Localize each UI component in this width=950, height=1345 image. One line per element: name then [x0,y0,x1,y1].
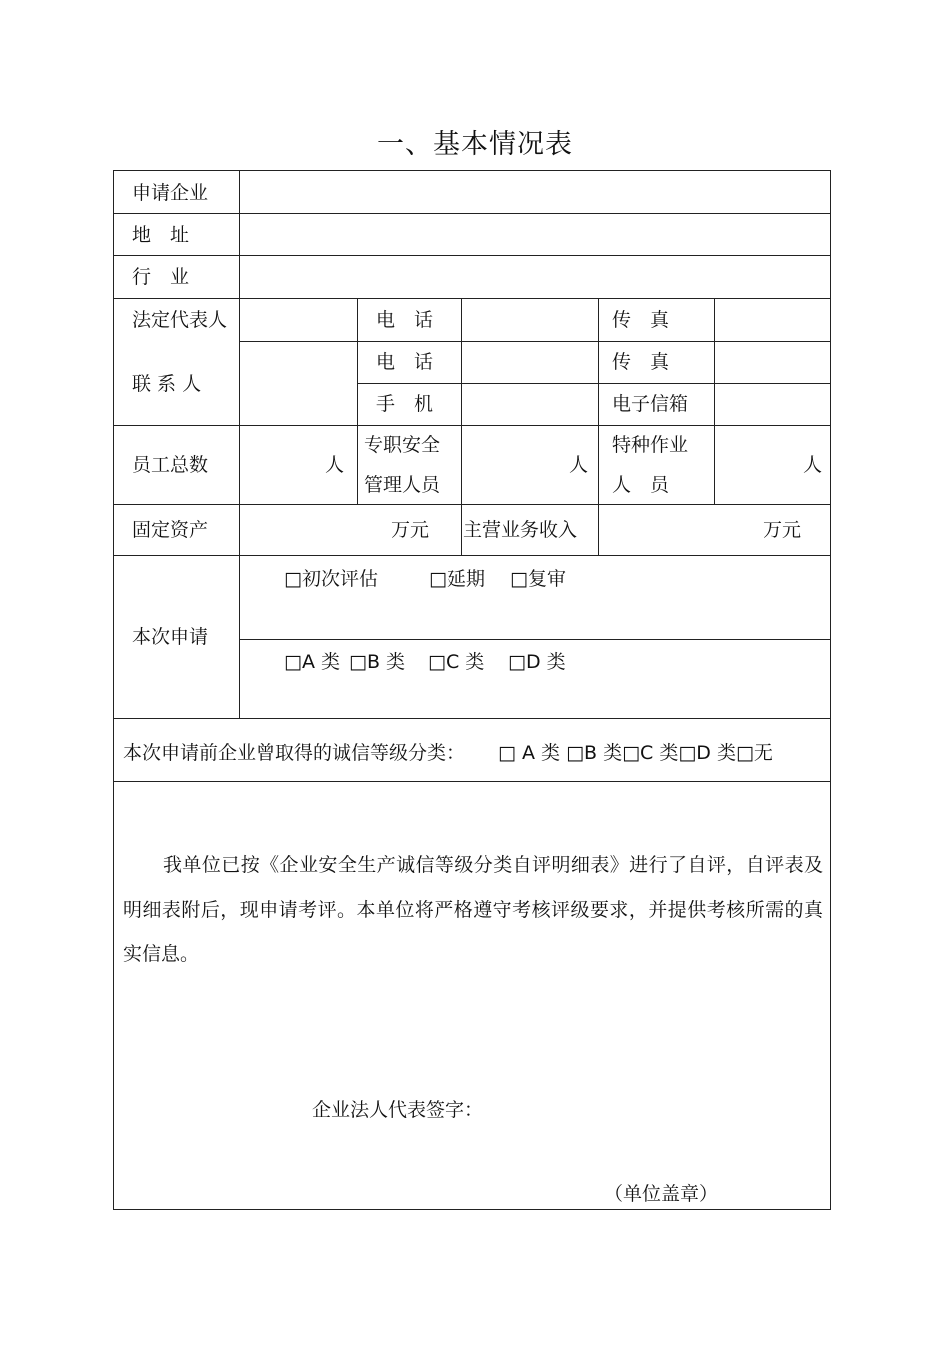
label-phone: 电 话 [376,309,434,331]
column-divider [461,298,462,555]
label-fax: 传 真 [612,309,670,331]
row-divider [114,425,830,426]
checkbox-initial-assessment[interactable]: □初次评估 [284,568,378,590]
column-divider [714,298,715,504]
label-main-revenue: 主营业务收入 [463,519,578,541]
label-special-ops: 特种作业 [612,434,689,456]
row-divider [357,383,830,384]
row-divider [239,341,830,342]
row-divider [114,255,830,256]
label-safety-staff: 专职安全 [364,434,441,456]
label-mobile: 手 机 [376,393,434,415]
label-safety-staff: 管理人员 [364,474,441,496]
column-divider [239,171,240,718]
label-company: 申请企业 [132,182,209,204]
unit-person: 人 [569,454,589,476]
label-industry: 行 业 [132,266,190,288]
page-title: 一、基本情况表 [377,129,573,160]
column-divider [357,298,358,504]
label-contact-phone: 电 话 [376,351,434,373]
unit-wan-yuan: 万元 [391,519,430,541]
unit-wan-yuan: 万元 [763,519,802,541]
checkbox-extension[interactable]: □延期 [429,568,485,590]
label-legal-rep: 法定代表人 [132,309,228,331]
basic-info-form [113,170,831,1210]
label-contact: 联 系 人 [132,373,202,395]
row-divider [114,718,830,719]
label-employees: 员工总数 [132,454,209,476]
prior-rating-options[interactable]: □ A 类 □B 类□C 类□D 类□无 [498,742,773,764]
unit-person: 人 [803,454,823,476]
checkbox-class-b[interactable]: □B 类 [349,651,406,673]
row-divider [114,781,830,782]
label-fixed-assets: 固定资产 [132,519,209,541]
label-contact-fax: 传 真 [612,351,670,373]
checkbox-review[interactable]: □复审 [510,568,566,590]
label-this-application: 本次申请 [132,626,209,648]
row-divider [239,639,830,640]
seal-label: （单位盖章） [604,1183,719,1205]
unit-person: 人 [325,454,345,476]
checkbox-class-a[interactable]: □A 类 [284,651,340,673]
row-divider [114,504,830,505]
signature-label: 企业法人代表签字： [312,1099,484,1121]
label-email: 电子信箱 [612,393,689,415]
label-address: 地 址 [132,224,190,246]
row-divider [114,213,830,214]
checkbox-class-c[interactable]: □C 类 [428,651,485,673]
prior-rating-label: 本次申请前企业曾取得的诚信等级分类： [123,742,466,764]
application-statement: 我单位已按《企业安全生产诚信等级分类自评明细表》进行了自评，自评表及明细表附后，现申请考评。本单位将严格遵守考核评级要求，并提供考核所需的真实信息。 [123,854,823,965]
row-divider [114,555,830,556]
label-special-ops: 人 员 [612,474,670,496]
checkbox-class-d[interactable]: □D 类 [508,651,566,673]
column-divider [598,298,599,555]
row-divider [114,298,830,299]
